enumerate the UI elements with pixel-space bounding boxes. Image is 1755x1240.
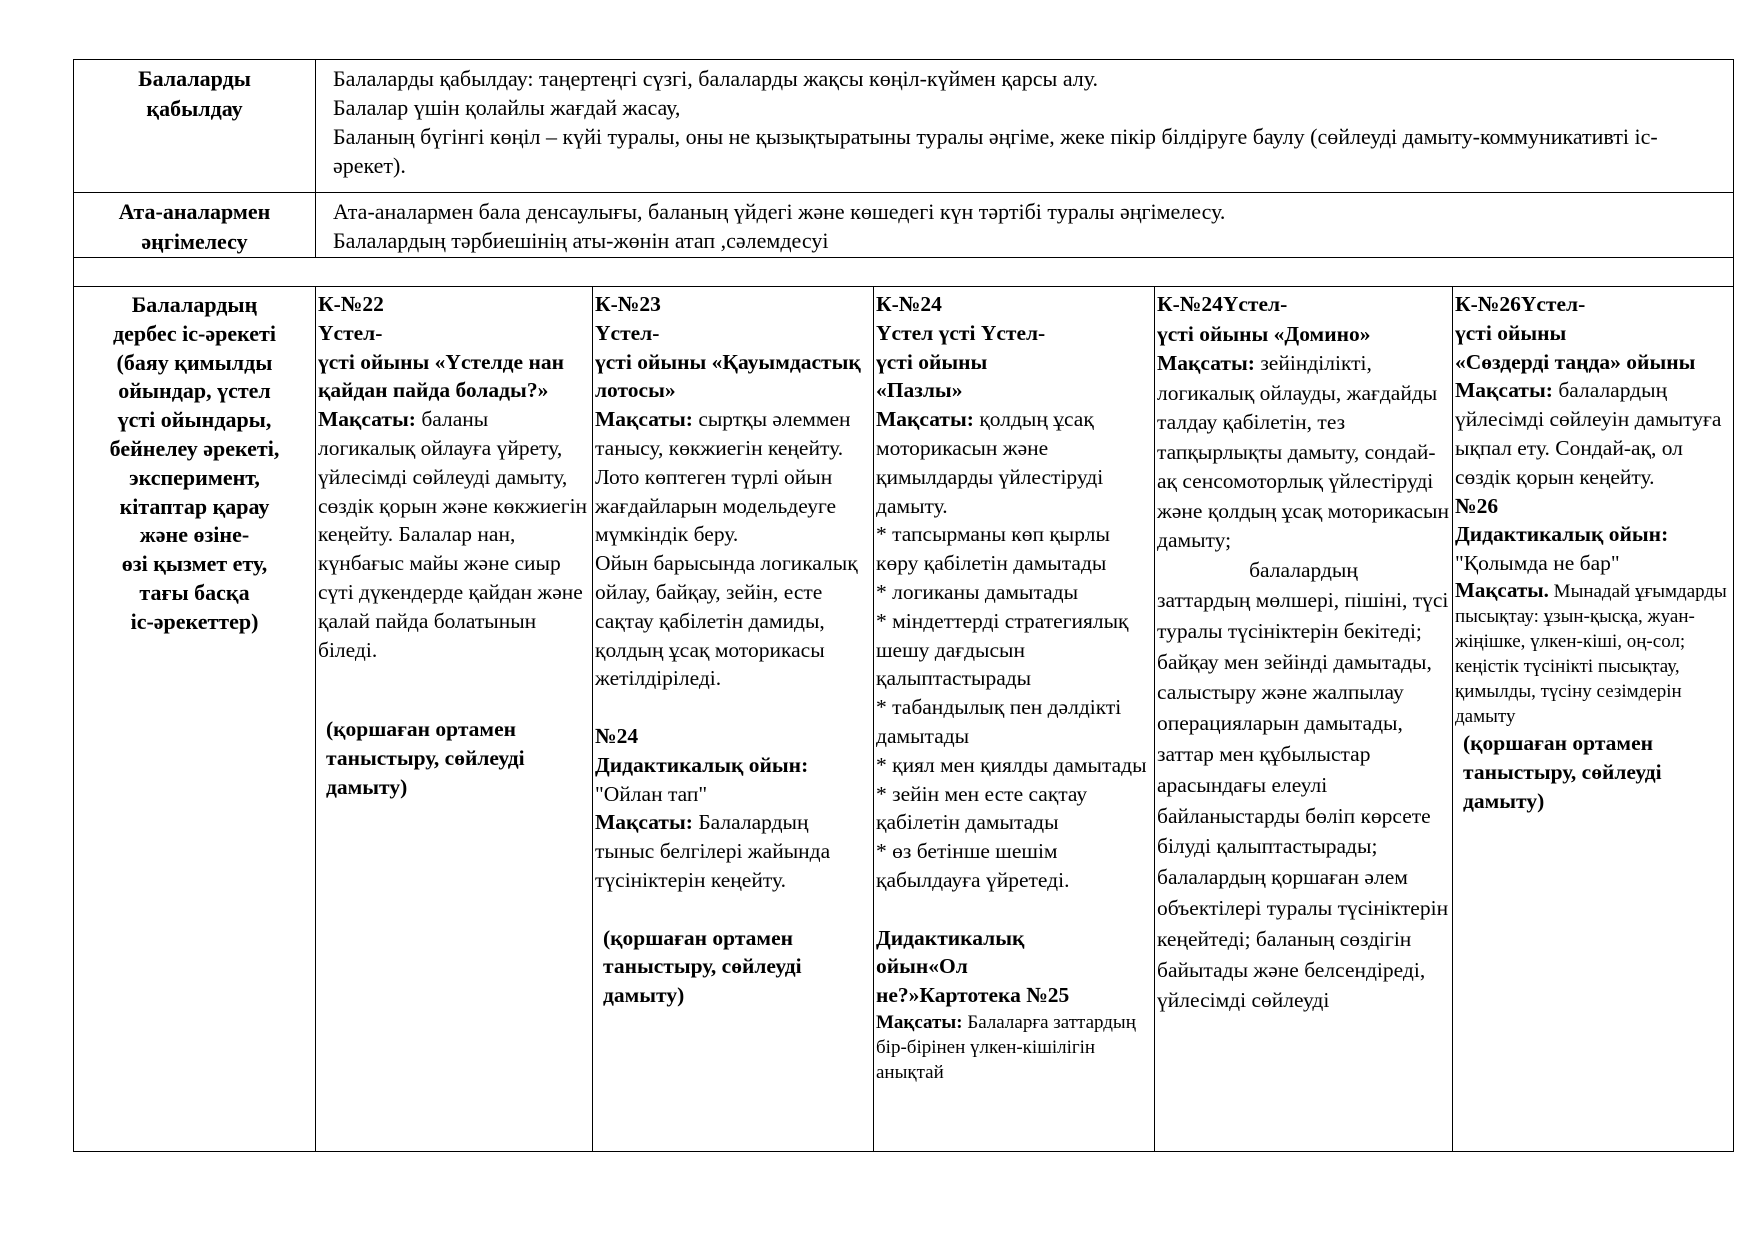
day-2-area: (қоршаған ортамен таныстыру, сөйлеуді дамыту)	[603, 925, 802, 1008]
parents-content	[316, 193, 1734, 258]
reception-heading: Балаларды қабылдау	[74, 60, 316, 193]
reception-content	[316, 60, 1734, 193]
day-3-cell	[874, 287, 1155, 1152]
day-3-bullet: * міндеттерді стратегиялық шешу дағдысын қалыптастырады	[876, 608, 1129, 691]
day-1-cell	[316, 287, 593, 1152]
activity-row	[74, 287, 1734, 1152]
parents-line: Ата-аналармен бала денсаулығы, баланың үйдегі және көшедегі күн тәртібі туралы әңгімелесу.	[333, 199, 1226, 224]
day-3-game-goal: Мақсаты: Балаларға заттардың бір-бірінен үлкен-кішілігін анықтай	[876, 1011, 1136, 1083]
day-1-title: К-№22 Үстел- үсті ойыны «Үстелде нан қайдан пайда болады?»	[318, 292, 564, 403]
spacer-row	[74, 258, 1734, 287]
day-2-goal: Мақсаты: сыртқы әлеммен танысу, көкжиегін кеңейту. Лото көптеген түрлі ойын жағдайларын модельдеуге мүмкіндік беру. Ойын барысында логикалық ойлау, байқау, зейін, есте сақтау қабілетін дамиды, қолдың ұсақ моторикасы жетілдіріледі.	[595, 407, 858, 691]
day-2-game-goal: Мақсаты: Балалардың тыныс белгілері жайында түсініктерін кеңейту.	[595, 810, 831, 892]
day-2-game-type: Дидактикалық ойын:	[595, 752, 809, 777]
day-3-bullet: * қиял мен қиялды дамытады	[876, 752, 1147, 777]
day-4-goal-cont-center: балалардың	[1249, 557, 1358, 582]
day-4-goal: Мақсаты: зейінділікті, логикалық ойлауды, жағдайды талдау қабілетін, тез тапқырлықты дамыту, сондай-ақ сенсомоторлық үйлестіруді және қолдың ұсақ моторикасын дамыту;	[1157, 351, 1449, 552]
day-3-game-title: Дидактикалық ойын«Ол не?»Картотека №25	[876, 925, 1070, 1008]
day-5-game-name: "Қолымда не бар"	[1455, 551, 1620, 576]
parents-heading: Ата-аналармен әңгімелесу	[74, 193, 316, 258]
day-3-goal: Мақсаты: қолдың ұсақ моторикасын және қимылдарды үйлестіруді дамыту.	[876, 407, 1104, 518]
day-2-game-no: №24	[595, 723, 639, 748]
day-3-bullet: * зейін мен есте сақтау қабілетін дамытады	[876, 781, 1088, 835]
activity-heading: Балалардың дербес іс-әрекеті (баяу қимылды ойындар, үстел үсті ойындары, бейнелеу әрекеті, эксперимент, кітаптар қарау және өзіне- өзі қызмет ету, тағы басқа іс-әрекеттер)	[74, 287, 316, 1152]
day-5-goal: Мақсаты: балалардың үйлесімді сөйлеуін дамытуға ықпал ету. Сондай-ақ, ол сөздік қорын кеңейту.	[1455, 378, 1722, 489]
day-3-title: К-№24 Үстел үсті Үстел- үсті ойыны «Пазлы»	[876, 292, 1046, 403]
day-5-game-goal: Мақсаты. Мынадай ұғымдарды пысықтау: ұзын-қысқа, жуан-жіңішке, үлкен-кіші, оң-сол; кеңістік түсінікті пысықтау, қимылды, түсіну сезімдерін дамыту	[1455, 577, 1727, 727]
parents-row	[74, 193, 1734, 258]
day-5-title: К-№26Үстел- үсті ойыны «Сөздерді таңда» ойыны	[1455, 292, 1696, 374]
day-3-bullet: * логиканы дамытады	[876, 579, 1079, 604]
day-1-goal: Мақсаты: баланы логикалық ойлауға үйрету, үйлесімді сөйлеуді дамыту, сөздік қорын және көкжиегін кеңейту. Балалар нан, күнбағыс майы және сиыр сүті дүкендерде қайдан және қалай пайда болатынын біледі.	[318, 407, 588, 662]
parents-line: Балалардың тәрбиешінің аты-жөнін атап ,сәлемдесуі	[333, 228, 829, 253]
day-2-title: К-№23 Үстел- үсті ойыны «Қауымдастық лотосы»	[595, 292, 861, 403]
day-2-game-name: "Ойлан тап"	[595, 781, 708, 806]
day-5-area: (қоршаған ортамен таныстыру, сөйлеуді дамыту)	[1463, 730, 1662, 813]
day-1-area: (қоршаған ортамен таныстыру, сөйлеуді дамыту)	[326, 717, 525, 799]
day-5-cell	[1453, 287, 1734, 1152]
day-3-bullet: * өз бетінше шешім қабылдауға үйретеді.	[876, 839, 1070, 892]
reception-line: Балалар үшін қолайлы жағдай жасау,	[333, 95, 681, 120]
day-3-bullet: * табандылық пен дәлдікті дамытады	[876, 695, 1122, 748]
reception-line: Балаларды қабылдау: таңертеңгі сүзгі, балаларды жақсы көңіл-күймен қарсы алу.	[333, 66, 1099, 91]
spacer-cell	[74, 258, 1734, 287]
day-5-game-type: Дидактикалық ойын:	[1455, 522, 1669, 547]
reception-line: Баланың бүгінгі көңіл – күйі туралы, оны не қызықтыратыны туралы әңгіме, жеке пікір білдіруге баулу (сөйлеуді дамыту-коммуникативті іс-әрекет).	[333, 124, 1658, 178]
day-5-game-no: №26	[1455, 493, 1499, 518]
day-4-title: К-№24Үстел- үсті ойыны «Домино»	[1157, 292, 1371, 346]
day-3-bullet: * тапсырманы көп қырлы көру қабілетін дамытады	[876, 522, 1110, 576]
day-4-goal-cont: заттардың мөлшері, пішіні, түсі туралы түсініктерін бекітеді; байқау мен зейінді дамытады, салыстыру және жалпылау операцияларын дамытады, заттар мен құбылыстар арасындағы елеулі байланыстарды бөліп көрсете білуді қалыптастырады; балалардың қоршаған әлем объектілері туралы түсініктерін кеңейтеді; баланың сөздігін байытады және белсендіреді, үйлесімді сөйлеуді	[1157, 588, 1449, 1013]
daily-plan-table	[73, 59, 1734, 1152]
reception-row	[74, 60, 1734, 193]
day-4-cell	[1155, 287, 1453, 1152]
day-2-cell	[593, 287, 874, 1152]
